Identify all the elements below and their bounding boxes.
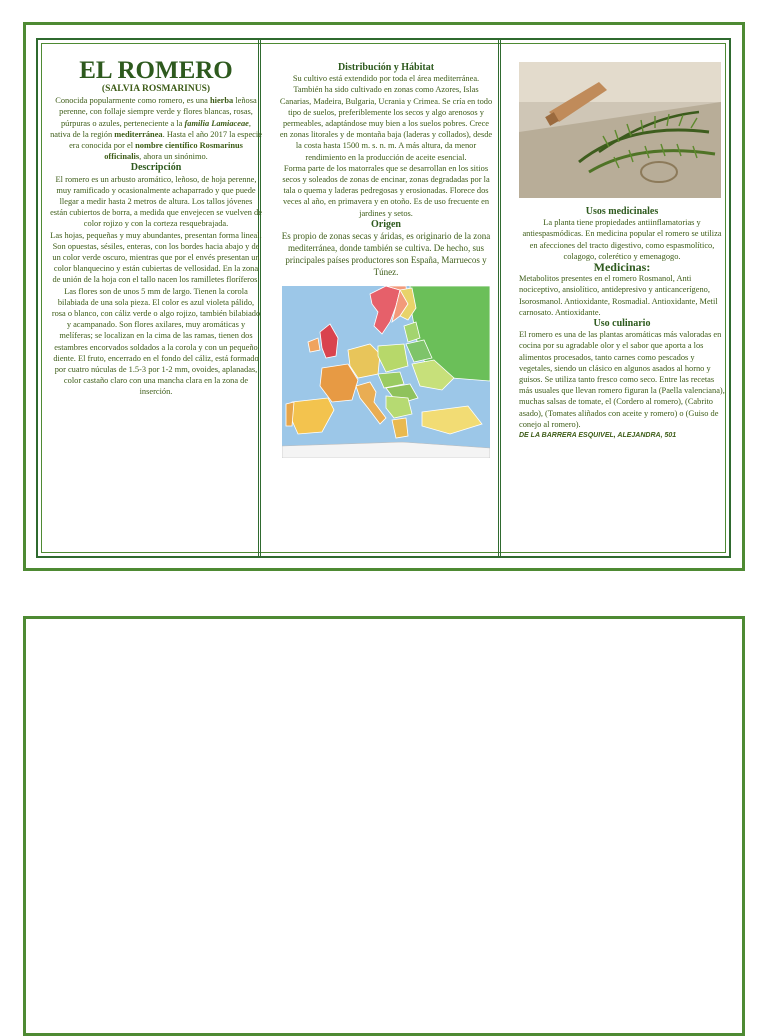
- culinary-heading: Uso culinario: [593, 318, 651, 330]
- column-divider: [498, 40, 501, 556]
- origin-paragraph: Es propio de zonas secas y áridas, es originario de la zona mediterránea, donde también se cultiva. De hecho, sus principales países productores son España, Marruecos y Túnez.: [281, 231, 491, 278]
- page-frame: [36, 38, 731, 558]
- origin-heading: Origen: [371, 218, 401, 230]
- culinary-paragraph: El romero es una de las plantas aromáticas más valoradas en cocina por su agradable olor y el sabor que aporta a los alimentos procesados, tanto carnes como pescados y vegetales, siendo un clásico en algunos asados al horno y guisos. Se utiliza tanto fresco como seco. Entre las recetas más usuales que llevan romero figuran la (Paella valenciana), muchas salsas de tomate, el (Cordero al romero), (Cabrito asado), (Tomates aliñados con aceite y romero) o (Guiso de conejo al romero).: [519, 330, 725, 429]
- description-paragraph-2: Las hojas, pequeñas y muy abundantes, presentan forma lineal. Son opuestas, sésiles, enteras, con los bordes hacia abajo y de un color verde oscuro, mientras que por el envés presentan un color blanquecino y están cubiertas de vellosidad. En la zona de unión de la hoja con el tallo nacen los ramilletes floríferos. Las flores son de unos 5 mm de largo. Tienen la corola bilabiada de una sola pieza. El color es azul violeta pálido, rosa o blanco, con cáliz verde o algo rojizo, también bilabiado y acampanado. Son flores axilares, muy aromáticas y melíferas; se localizan en la cima de las ramas, tienen dos estambres encorvados soldados a la corola y con un pequeño diente. El fruto, encerrado en el fondo del cáliz, está formado por cuatro núculas de 1.5-3 por 1-2 mm, ovoides, aplanadas, color castaño claro con una mancha clara en la zona de inserción.: [50, 230, 262, 397]
- page-title: EL ROMERO: [79, 57, 233, 84]
- subtitle: (SALVIA ROSMARINUS): [101, 84, 211, 94]
- second-page: [23, 616, 745, 1036]
- distribution-heading: Distribución y Hábitat: [337, 62, 435, 73]
- column-intro: [50, 58, 262, 398]
- distribution-paragraph-1: Su cultivo está extendido por toda el área mediterránea. También ha sido cultivado en zonas como Azores, Islas Canarias, Madeira, Bulgaria, Ucrania y Crimea. Se cría en todo tipo de suelos, preferiblemente los secos y algo arenosos y permeables, adaptándose muy bien a los suelos pobres. Crece en zonas litorales y de montaña baja (laderas y collados), desde la costa hasta 1500 m. s. n. m. A más altura, da menor rendimiento en la producción de aceite esencial.: [279, 74, 493, 162]
- author: DE LA BARRERA ESQUIVEL, ALEJANDRA, 501: [519, 432, 677, 440]
- distribution-paragraph-2: Forma parte de los matorrales que se desarrollan en los sitios secos y soleados de zonas de encinar, zonas degradadas por la tala o quema y laderas pedregosas y erosionadas. Florece dos veces al año, en primavera y en otoño. Es de uso frecuente en jardines y setos.: [282, 163, 490, 218]
- column-distribution: [278, 62, 494, 458]
- intro-paragraph: Conocida popularmente como romero, es una hierba leñosa perenne, con follaje siempre verde y flores blancas, rosas, púrpuras o azules, perteneciente a la familia Lamiaceae, nativa de la región mediterránea. Hasta el año 2017 la especie era conocida por el nombre científico Rosmarinus officinalis, ahora un sinónimo.: [50, 96, 262, 162]
- description-paragraph-1: El romero es un arbusto aromático, leñoso, de hoja perenne, muy ramificado y ocasionalmente achaparrado y que puede llegar a medir hasta 2 metros de altura. Los tallos jóvenes están cubiertos de borra, a medida que envejecen se vuelven de color rojizo y con la corteza resquebrajada.: [50, 174, 262, 229]
- medicines-paragraph: Metabolitos presentes en el romero Rosmanol, Anti nociceptivo, ansiolítico, antidepresivo y anticancerígeno, Isorosmanol. Antioxidante, Rosmadial. Antioxidante, Metil carnosato. Antioxidante.: [519, 274, 718, 317]
- rosemary-photo-icon: [519, 62, 721, 198]
- description-heading: Descripción: [130, 162, 182, 174]
- europe-map-icon: [282, 286, 490, 458]
- medicines-heading: Medicinas:: [593, 260, 651, 275]
- medicinal-uses-paragraph: La planta tiene propiedades antiinflamatorias y antiespasmódicas. En medicina popular el romero se utiliza en afecciones del tracto digestivo, como espasmolítico, colagogo, colerético y emenagogo.: [522, 218, 722, 261]
- tri-fold-page: [23, 22, 745, 571]
- medicinal-uses-heading: Usos medicinales: [585, 206, 659, 217]
